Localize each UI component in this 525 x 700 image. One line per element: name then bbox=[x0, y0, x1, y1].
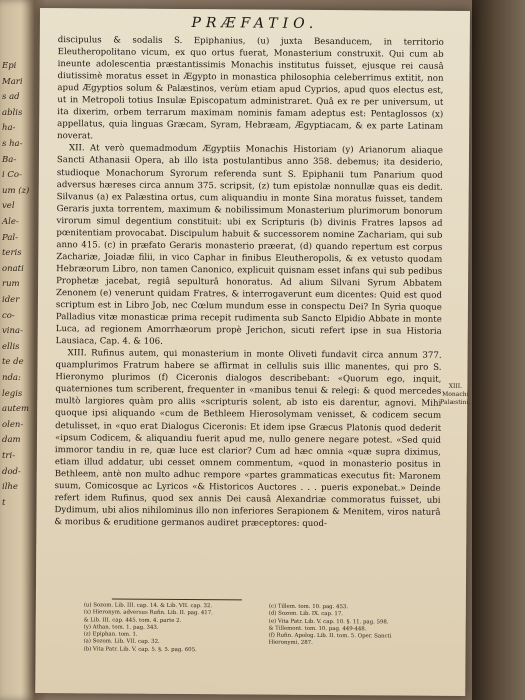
footnote-rule bbox=[112, 599, 242, 601]
left-page-text-fragment: ilhe bbox=[2, 482, 18, 493]
left-page-text-fragment: ablis bbox=[2, 107, 23, 118]
footnote: (d) Sozom. Lib. IX. cap. 17. bbox=[268, 610, 343, 618]
left-page-text-fragment: tri- bbox=[2, 451, 16, 461]
left-page-text-fragment: nda: bbox=[2, 373, 21, 383]
footnote: (y) Athan. tom. 1. pag. 343. bbox=[83, 624, 159, 631]
footnote: (f) Rufin. Apolog. Lib. II. tom. 5. Oper. Sancti bbox=[268, 632, 392, 640]
footnote: (x) Hieronym. adversus Rufin. Lib. II. pag. 417. bbox=[83, 609, 213, 617]
page-title: PRÆFATIO. bbox=[191, 15, 319, 32]
footnote: & Tillemont. tom. 10. pag. 449-448. bbox=[268, 625, 367, 633]
body-text bbox=[54, 34, 443, 531]
left-page-text-fragment: Ba- bbox=[2, 154, 17, 165]
footnote: Hieronymi, 287. bbox=[268, 640, 313, 647]
margin-note bbox=[439, 383, 471, 407]
left-page-text-fragment: ha- bbox=[2, 123, 16, 134]
left-page-text-fragment: i Co- bbox=[2, 170, 22, 181]
left-page-text-fragment: te de bbox=[2, 357, 24, 368]
footnote: & Lib. III. cap. 445. tom. 4. parte 2. bbox=[83, 616, 182, 624]
footnote: (u) Sozom. Lib. III. cap. 14. & Lib. VII. cap. 32. bbox=[83, 602, 213, 610]
left-page-text-fragment: vel bbox=[2, 201, 15, 212]
footnote: (a) Sozom. Lib. VII. cap. 32. bbox=[83, 638, 160, 646]
footnote: (b) Vita Patr. Lib. V. cap. 5. §. 5. pag. 605. bbox=[83, 646, 197, 653]
left-page-text-fragment: ellis bbox=[2, 341, 20, 352]
left-page-text-fragment: dod- bbox=[2, 466, 21, 477]
left-page-text-fragment: Ale- bbox=[2, 217, 19, 227]
left-page-text-fragment: onati bbox=[2, 263, 24, 274]
left-page-text-fragment: vina- bbox=[2, 326, 23, 337]
footnote: (z) Epiphan. tom. 1. bbox=[83, 631, 138, 638]
left-page-text-fragment: dam bbox=[2, 435, 21, 446]
left-page-text-fragment: Mari bbox=[2, 76, 23, 87]
left-page-text-fragment: Epi bbox=[2, 61, 17, 71]
left-page-edge bbox=[0, 0, 34, 700]
footnote: (e) Vita Patr. Lib. V. cap. 10. §. 11. pag. 598. bbox=[268, 618, 389, 626]
paragraph-xii: XII. At verò quemadmodum Ægyptiis Monachis Historiam (y) Arianorum aliaque Sancti Athanasii Opera, ab illo ista postulantibus anno 358. debemus; ita desiderio, studioque Monachorum Syrorum referenda sunt S. Epiphanii tum Panarium quod adversus hæreses circa annum 375. scripsit, (z) tum epistolæ nonnullæ quas eis dedit. Silvanus (a) ex Palæstina ortus, cum aliquandiu in monte Sina moratus fuisset, tandem Geraris juxta torrentem, maximum & nobilissimum Monasterium plurimorum bonorum virorum simul degentium constituit: ubi ex Scripturis (b) divinis Fratres lapsos ad pœnitentiam provocabat. Discipulum habuit & successorem nomine Zachariam, qui sub anno 415. (c) in præfato Geraris monasterio præerat, (d) quando repertum est corpus Zachariæ, Joiadæ filii, in vico Caphar in finibus Eleutheropolis, & ex vetusto quodam Hebræorum Libro, non tamen Canonico, explicuit quisnam esset infans qui sub pedibus Prophetæ jacebat, regiâ sepulturâ honoratus. Ad alium Silvani Syrum Abbatem Zenonem (e) venerunt quidam Fratres, & interrogaverunt eum dicentes: Quid est quod scriptum est in Libro Job, nec Cœlum mundum esse in conspectu Dei? In Syria quoque Palladius vitæ monasticæ prima recepit rudimenta sub Sancto Elpidio Abbate in monte Luca, ad regionem Amorrhæorum propè Jerichon, sicuti refert ipse in sua Historia Lausiaca, Cap. 4. & 106. bbox=[55, 143, 444, 348]
footnotes-left-column bbox=[83, 602, 258, 654]
left-page-text-fragment: co- bbox=[2, 310, 15, 321]
left-page-text-fragment: s ad bbox=[2, 92, 20, 103]
footnotes-right-column bbox=[268, 604, 443, 656]
margin-note-line: Palæstini. bbox=[440, 398, 471, 407]
margin-note-line: XIII. bbox=[448, 382, 463, 390]
left-page-text-fragment: t bbox=[2, 497, 6, 508]
left-page-text-fragment: rum bbox=[2, 279, 20, 290]
paragraph-xiii: XIII. Rufinus autem, qui monasterium in monte Oliveti fundavit circa annum 377. quamplurimos Fratrum habere se affirmat in cellulis suis illic manentes, qui pro S. Hieronymo plurimos (f) Ciceronis dialogos describebant: «Quorum ego, inquit, quaterniones tum scriberent, frequenter in «manibus tenui & relegi: & quod mercedes multò largiores quàm pro aliis «scripturis solent, ab isto eis darentur, agnovi. Mihi quoque ipsi aliquando «cum de Bethleem Hierosolymam venisset, & codicem secum detulisset, in «quo erat Dialogus Ciceronis: Et idem ipse Græcus Platonis quod dederit «ipsum Codicem, & aliquandiu fuerit apud me, nullo genere negare potest. «Sed quid immoror tandiu in re, quæ luce est clarior? Cum ad hæc omnia «quæ supra diximus, etiam illud addatur, ubi cesset omnem commentum, «quod in monasterio positus in Bethleem, antè non multo adhuc rempore «partes grammaticas executus fit: Maronem suum, Comicosque ac Lyricos «& Historicos Auctores . . . pueris exponebat.» Deinde refert idem Rufinus, quod sex annis Dei causâ Alexandriæ commoratus fuisset, ubi Dydimum, ubi alios nihilominus illo non inferiores Serapionem & Menitem, viros naturâ & moribus & eruditione germanos audiret præceptores: quod- bbox=[54, 348, 442, 529]
footnotes bbox=[83, 602, 443, 656]
left-page-text-fragment: Pal- bbox=[2, 232, 18, 243]
left-page-text-fragment: legis bbox=[2, 388, 23, 399]
left-page-text-fragment: ider bbox=[2, 295, 20, 305]
paragraph-continuation: discipulus & sodalis S. Epiphanius, (u) juxta Besanducem, in territorio Eleutheropolitano vicum, ex quo ortus fuerat, Monasterium construxit. Qui cum ab ineunte adolescentia præstantissimis Monachis institutus fuisset, ejusque rei causâ diutissimè moratus esset in Ægypto in monastica philosophia celeberrimus extitit, non apud Ægyptios solum & Palæstinos, verùm etiam apud Cyprios, apud quos electus est, ut in Metropoli totius Insulæ Episcopatum administraret. Quâ ex re per universum, ut ita dixerim, orbem terrarum maximam nominis famam adeptus est: Pentaglossos (x) appellatus, quia linguas Græcam, Syram, Hebræam, Ægyptiacam, & ex parte Latinam noverat. bbox=[57, 35, 444, 142]
left-page-text-fragment: s ha- bbox=[2, 139, 23, 149]
right-book-edge bbox=[472, 0, 525, 700]
book-page bbox=[35, 8, 470, 696]
footnote: (c) Tillem. tom. 10. pag. 453. bbox=[268, 603, 349, 611]
left-page-text-fragment: olen- bbox=[2, 419, 24, 430]
left-page-text-fragment: um (z) bbox=[2, 185, 30, 196]
left-page-text-fragment: autem bbox=[2, 404, 30, 415]
margin-note-line: Monachi bbox=[442, 390, 469, 399]
left-page-text-fragment: teris bbox=[2, 248, 22, 259]
